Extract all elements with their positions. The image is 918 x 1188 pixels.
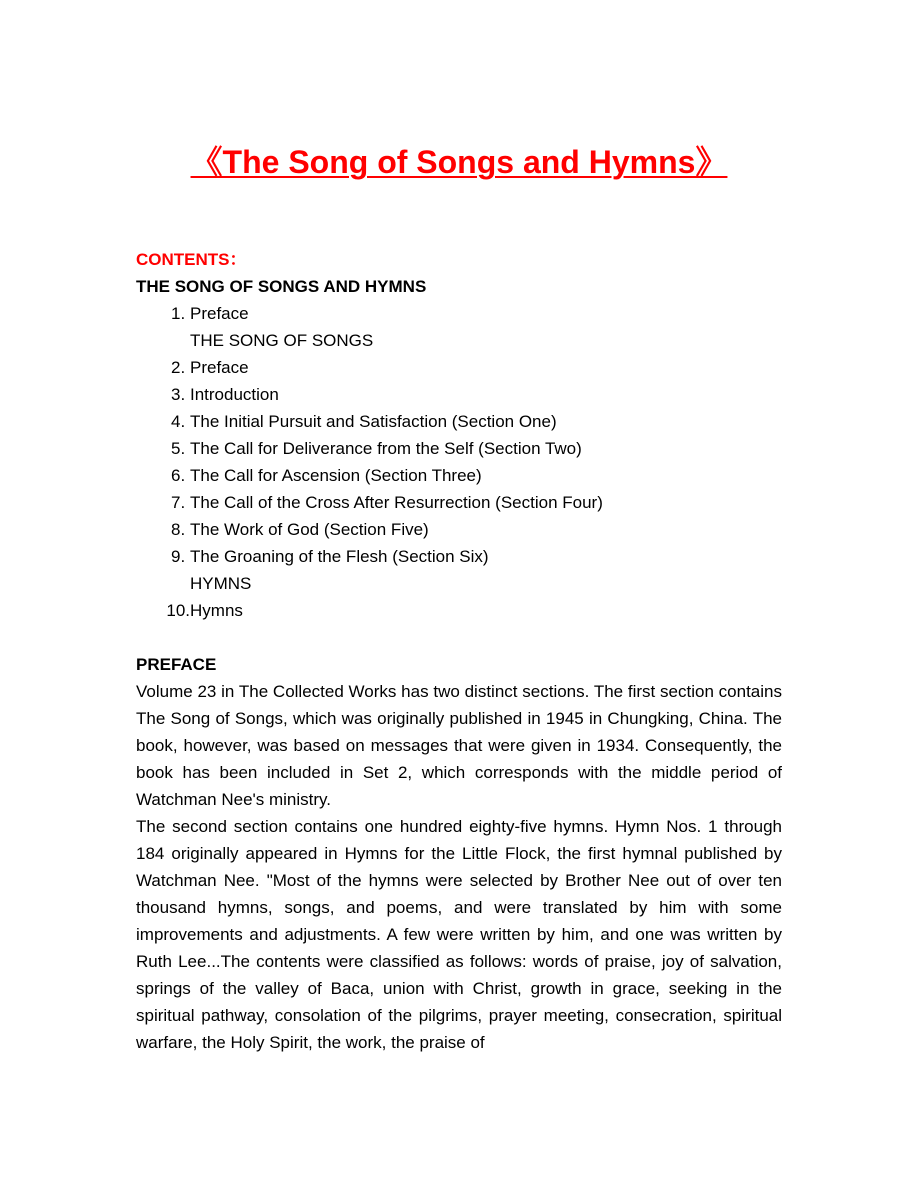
toc-section-heading: HYMNS xyxy=(190,574,252,593)
toc-link[interactable]: Hymns xyxy=(190,601,243,620)
toc-number: 4. xyxy=(171,412,186,431)
toc-entry xyxy=(136,408,782,435)
toc-entry xyxy=(136,597,782,624)
toc-entry xyxy=(136,543,782,597)
toc-number: 3. xyxy=(171,385,186,404)
toc-number: 7. xyxy=(171,493,186,512)
toc-number: 2. xyxy=(171,358,186,377)
preface-paragraph: The second section contains one hundred eighty-five hymns. Hymn Nos. 1 through 184 originally appeared in Hymns for the Little Flock, the first hymnal published by Watchman Nee. "Most of the hymns were selected by Brother Nee out of over ten thousand hymns, songs, and poems, and were translated by him with some improvements and adjustments. A few were written by him, and one was written by Ruth Lee...The contents were classified as follows: words of praise, joy of salvation, springs of the valley of Baca, union with Christ, growth in grace, seeking in the spiritual pathway, consolation of the pilgrims, prayer meeting, consecration, spiritual warfare, the Holy Spirit, the work, the praise of xyxy=(136,817,782,1052)
preface-paragraph: Volume 23 in The Collected Works has two distinct sections. The first section contains The Song of Songs, which was originally published in 1945 in Chungking, China. The book, however, was based on messages that were given in 1934. Consequently, the book has been included in Set 2, which corresponds with the middle period of Watchman Nee's ministry. xyxy=(136,682,782,809)
toc-number: 10. xyxy=(166,601,190,620)
toc-number: 9. xyxy=(171,547,186,566)
toc-link[interactable]: The Work of God (Section Five) xyxy=(190,520,429,539)
toc-entry xyxy=(136,354,782,381)
toc-section-heading: THE SONG OF SONGS xyxy=(190,331,374,350)
toc-number: 5. xyxy=(171,439,186,458)
toc-entry xyxy=(136,381,782,408)
toc-number: 6. xyxy=(171,466,186,485)
toc-link[interactable]: Preface xyxy=(190,304,249,323)
document-title: 《The Song of Songs and Hymns》 xyxy=(190,144,728,180)
toc-entry xyxy=(136,489,782,516)
toc-link[interactable]: The Call for Ascension (Section Three) xyxy=(190,466,482,485)
toc-entry xyxy=(136,516,782,543)
toc-link[interactable]: Preface xyxy=(190,358,249,377)
toc-link[interactable]: The Groaning of the Flesh (Section Six) xyxy=(190,547,489,566)
toc-number: 1. xyxy=(171,304,186,323)
toc-link[interactable]: The Call of the Cross After Resurrection (Section Four) xyxy=(190,493,603,512)
toc-link[interactable]: The Call for Deliverance from the Self (Section Two) xyxy=(190,439,582,458)
toc-number: 8. xyxy=(171,520,186,539)
document-body xyxy=(136,246,782,1056)
preface-heading: PREFACE xyxy=(136,655,217,674)
table-of-contents xyxy=(136,300,782,624)
toc-entry xyxy=(136,462,782,489)
toc-link[interactable]: The Initial Pursuit and Satisfaction (Section One) xyxy=(190,412,557,431)
book-heading: THE SONG OF SONGS AND HYMNS xyxy=(136,277,427,296)
spacer xyxy=(136,624,782,651)
toc-entry xyxy=(136,300,782,354)
contents-label: CONTENTS： xyxy=(136,250,247,269)
toc-entry xyxy=(136,435,782,462)
toc-link[interactable]: Introduction xyxy=(190,385,279,404)
